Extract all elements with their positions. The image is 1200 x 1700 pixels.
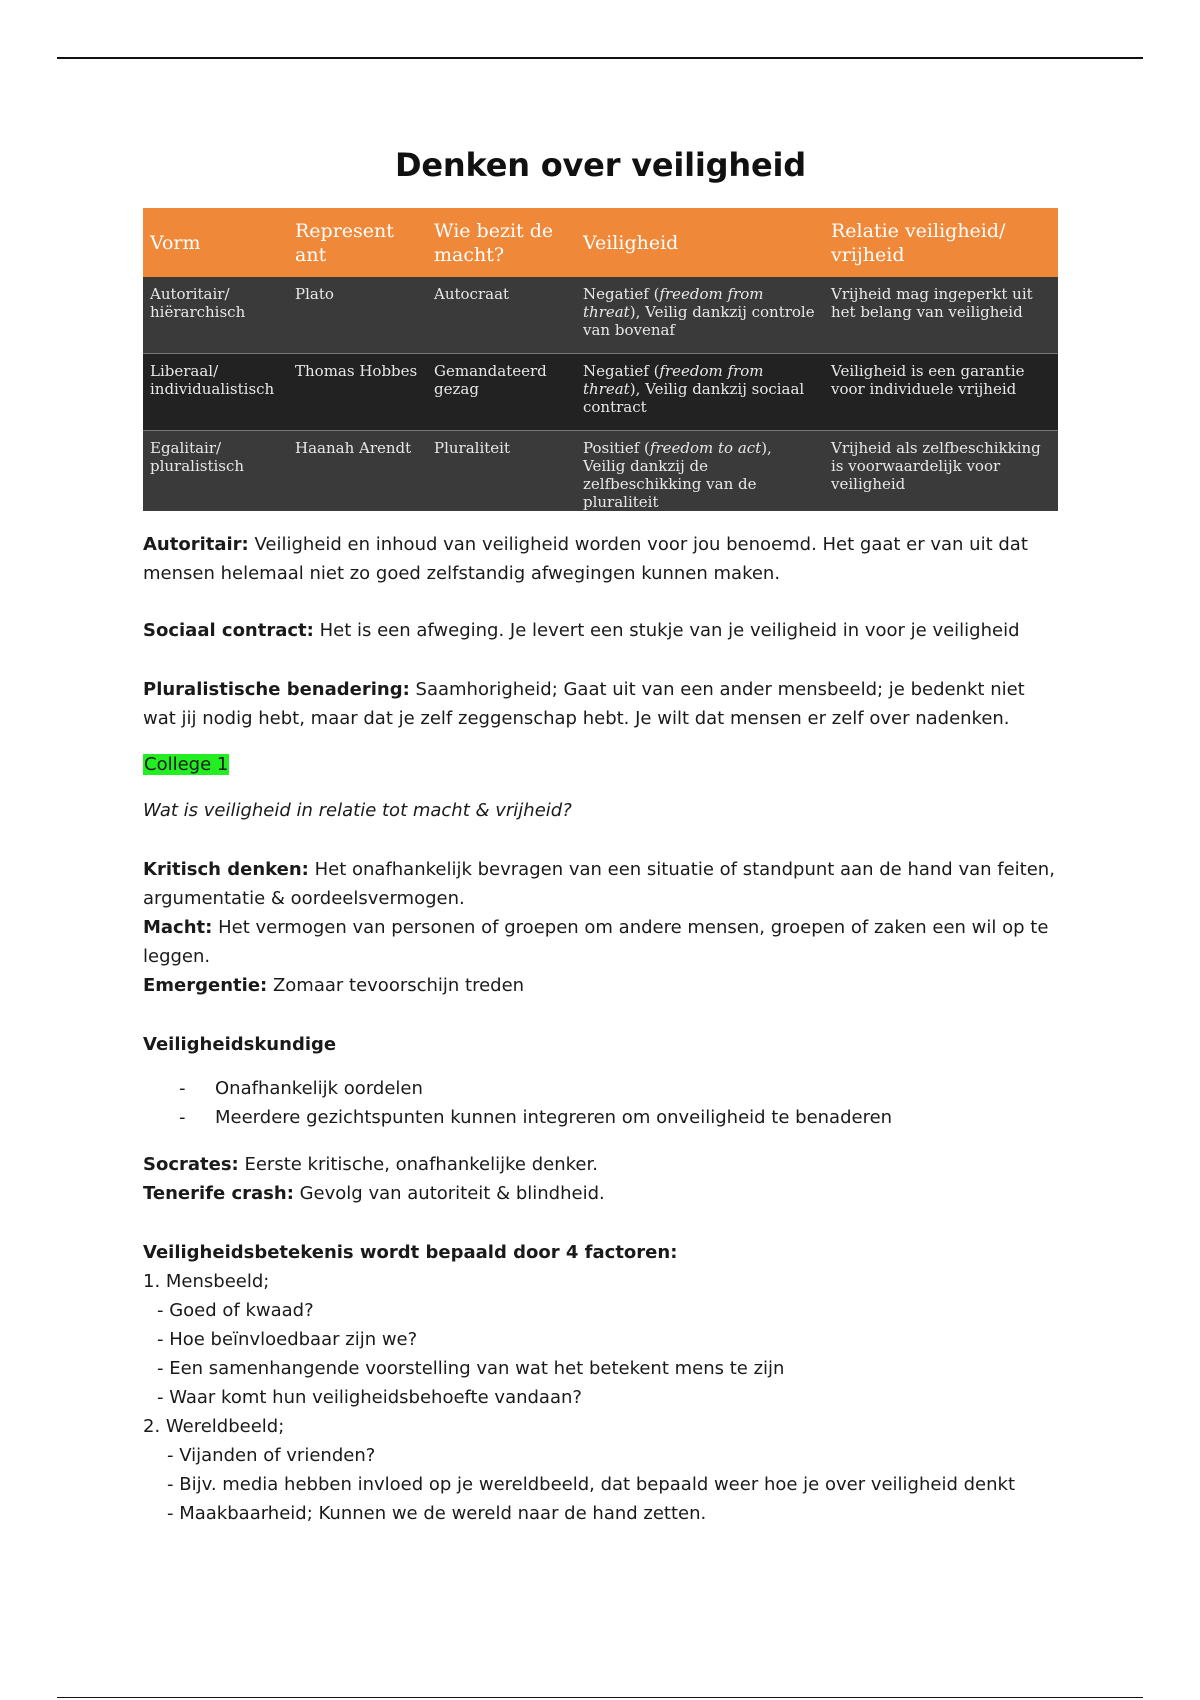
header-relatie: Relatie veiligheid/ vrijheid [824,208,1058,277]
definition-sociaal-contract [143,616,1058,645]
college-label: College 1 [144,754,229,775]
definitions-intro-3 [143,675,1058,733]
definitions-people [143,1150,1058,1208]
veiligheid-italic: freedom to act [649,439,762,457]
definition-text: Het vermogen van personen of groepen om andere mensen, groepen of zaken een wil op te leggen. [143,917,1049,967]
definition-term: Pluralistische benadering: [143,679,410,700]
header-representant: Represent ant [288,208,427,277]
list-item: - Waar komt hun veiligheidsbehoefte vandaan? [157,1387,582,1408]
definition-text: Gevolg van autoriteit & blindheid. [293,1183,605,1204]
definition-term: Macht: [143,917,213,938]
list-item: - Bijv. media hebben invloed op je wereldbeeld, dat bepaald weer hoe je over veiligheid denkt [167,1474,1016,1495]
footer-rule [57,1697,1143,1698]
definition-term: Emergentie: [143,975,268,996]
cell-representant: Haanah Arendt [288,431,427,512]
veiligheid-italic: freedom from threat [583,285,764,321]
cell-veiligheid [576,354,824,431]
cell-veiligheid [576,277,824,354]
college-heading [143,750,1058,779]
veiligheid-pre: Positief ( [583,439,650,457]
veiligheid-italic: freedom from threat [583,362,764,398]
factor-wereldbeeld: 2. Wereldbeeld; [143,1416,285,1437]
security-thinking-table [143,208,1058,511]
college-question [143,796,1058,825]
cell-veiligheid [576,431,824,512]
cell-relatie: Veiligheid is een garantie voor individuele vrijheid [824,354,1058,431]
definition-socrates [143,1150,1058,1179]
cell-macht: Autocraat [427,277,576,354]
section-heading [143,1238,1058,1267]
definition-term: Tenerife crash: [143,1183,294,1204]
definition-text: Het onafhankelijk bevragen van een situatie of standpunt aan de hand van feiten, argumentatie & oordeelsvermogen. [143,859,1055,909]
section-heading-text: Veiligheidsbetekenis wordt bepaald door 4 factoren: [143,1242,678,1263]
table-row [143,431,1058,512]
cell-vorm: Autoritair/ hiërarchisch [143,277,288,354]
veiligheid-post: ), Veilig dankzij de zelfbeschikking van de pluraliteit [583,439,772,511]
list-item: - Hoe beïnvloedbaar zijn we? [157,1329,418,1350]
definitions-core [143,855,1058,1000]
definition-pluralistisch [143,675,1058,733]
table-row [143,277,1058,354]
cell-relatie: Vrijheid als zelfbeschikking is voorwaardelijk voor veiligheid [824,431,1058,512]
section-heading [143,1030,1058,1059]
factor-mensbeeld: 1. Mensbeeld; [143,1271,270,1292]
definition-text: Het is een afweging. Je levert een stukje van je veiligheid in voor je veiligheid [313,620,1020,641]
veiligheidskundige-section [143,1030,1058,1132]
definitions-intro-2 [143,616,1058,645]
definition-term: Autoritair: [143,534,249,555]
table-header-row [143,208,1058,277]
veiligheid-pre: Negatief ( [583,362,660,380]
veiligheid-post: ), Veilig dankzij controle van bovenaf [583,303,815,339]
header-veiligheid: Veiligheid [576,208,824,277]
definition-text: Zomaar tevoorschijn treden [267,975,525,996]
definition-text: Saamhorigheid; Gaat uit van een ander mensbeeld; je bedenkt niet wat jij nodig hebt, maar dat je zelf zeggenschap hebt. Je wilt dat mensen er zelf over nadenken. [143,679,1025,729]
definition-macht [143,913,1058,971]
list-item: - Vijanden of vrienden? [167,1445,376,1466]
list-item: - Onafhankelijk oordelen [143,1074,1058,1103]
header-vorm: Vorm [143,208,288,277]
question-text: Wat is veiligheid in relatie tot macht & vrijheid? [143,800,572,821]
cell-macht: Gemandateerd gezag [427,354,576,431]
header-macht: Wie bezit de macht? [427,208,576,277]
list-item: - Maakbaarheid; Kunnen we de wereld naar de hand zetten. [167,1503,707,1524]
page-title: Denken over veiligheid [395,146,806,184]
cell-vorm: Liberaal/ individualistisch [143,354,288,431]
list-item: - Goed of kwaad? [157,1300,314,1321]
cell-representant: Thomas Hobbes [288,354,427,431]
veiligheid-pre: Negatief ( [583,285,660,303]
definition-kritisch-denken [143,855,1058,913]
definition-text: Veiligheid en inhoud van veiligheid worden voor jou benoemd. Het gaat er van uit dat mensen helemaal niet zo goed zelfstandig afwegingen kunnen maken. [143,534,1028,584]
definitions-intro [143,530,1058,588]
definition-tenerife [143,1179,1058,1208]
definition-term: Kritisch denken: [143,859,309,880]
header-rule [57,57,1143,59]
definition-term: Socrates: [143,1154,239,1175]
definition-emergentie [143,971,1058,1000]
cell-relatie: Vrijheid mag ingeperkt uit het belang van veiligheid [824,277,1058,354]
definition-autoritair [143,530,1058,588]
factors-section [143,1238,1058,1528]
table-row [143,354,1058,431]
list-item: - Een samenhangende voorstelling van wat het betekent mens te zijn [157,1358,785,1379]
cell-vorm: Egalitair/ pluralistisch [143,431,288,512]
cell-macht: Pluraliteit [427,431,576,512]
veiligheid-post: ), Veilig dankzij sociaal contract [583,380,805,416]
cell-representant: Plato [288,277,427,354]
definition-term: Sociaal contract: [143,620,314,641]
definition-text: Eerste kritische, onafhankelijke denker. [238,1154,598,1175]
section-heading-text: Veiligheidskundige [143,1034,337,1055]
list-item: - Meerdere gezichtspunten kunnen integreren om onveiligheid te benaderen [143,1103,1058,1132]
